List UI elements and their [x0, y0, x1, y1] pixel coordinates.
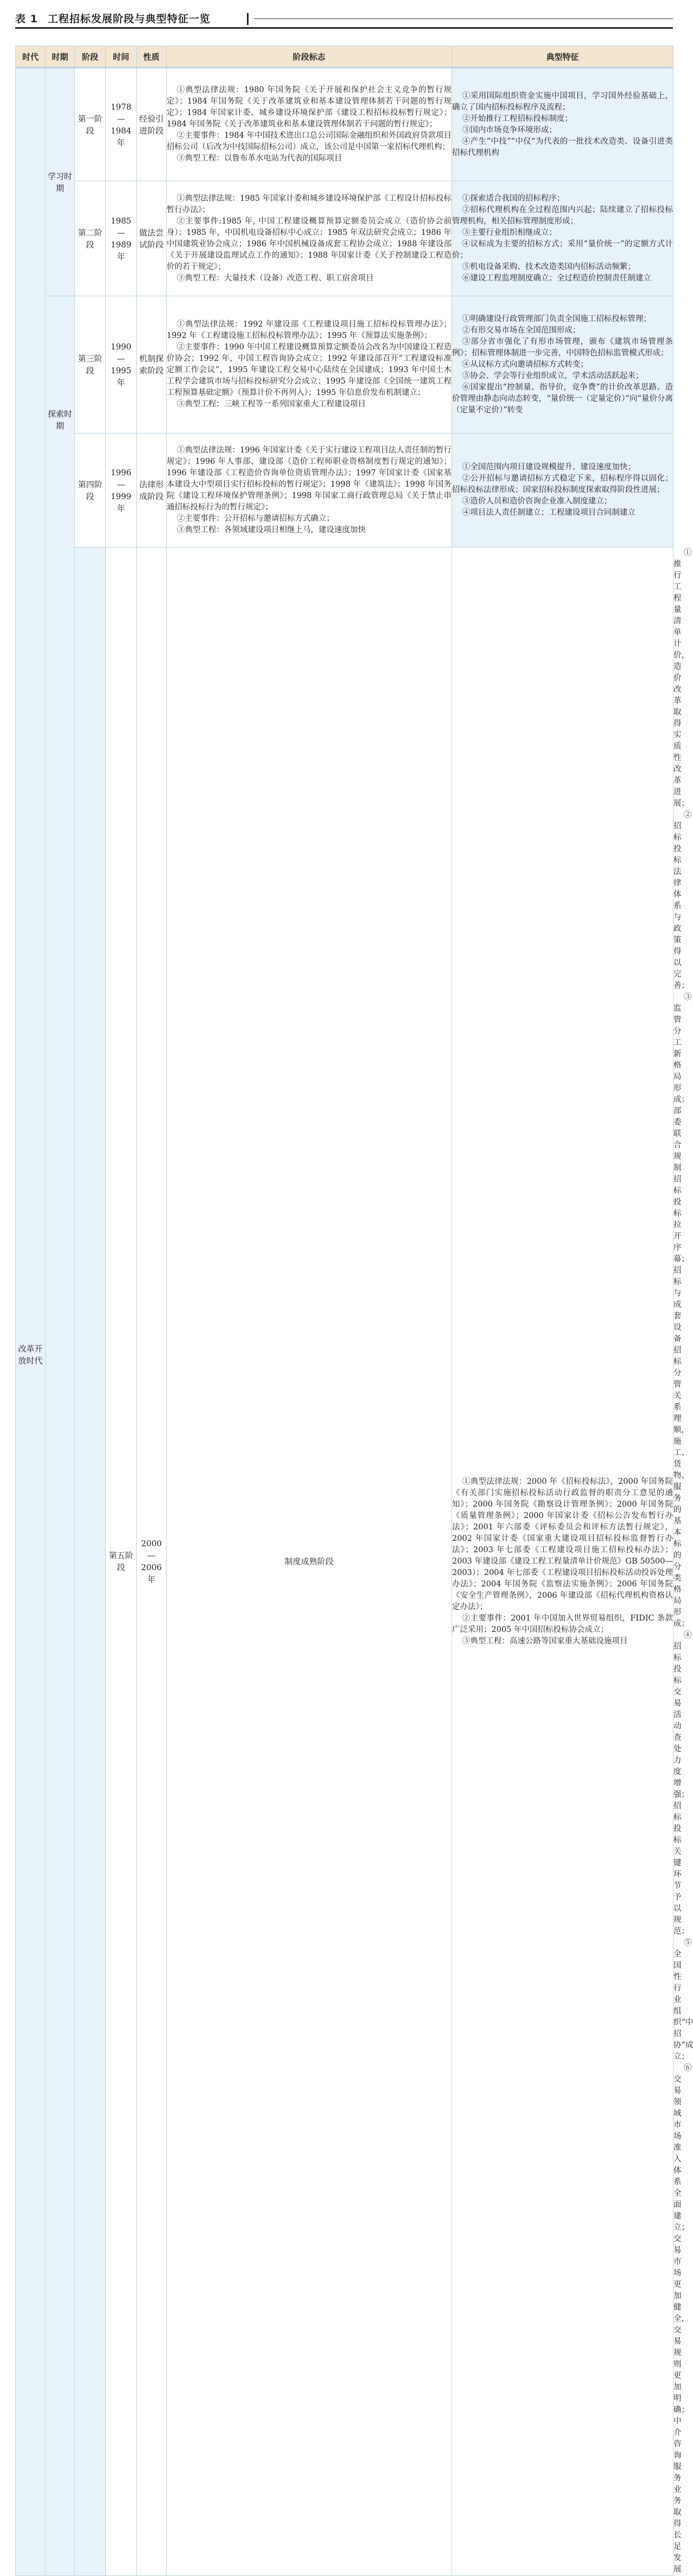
- feature-item: ④议标成为主要的招标方式；采用“量价统一”的定额方式计价；: [452, 239, 673, 260]
- mark-item: ③典型工程：大量技术（设备）改造工程、职工宿舍项目: [176, 273, 374, 283]
- feature-item: ④项目法人责任制建立；工程建设项目合同制建立: [462, 508, 635, 517]
- mark-item: ②主要事件：1984 年中国技术进出口总公司国际金融组织和外国政府贷款项目招标公司（后改为中技国际招标公司）成立，该公司是中国第一家招标代理机构；: [167, 131, 452, 151]
- period-label: 学习时期: [47, 171, 72, 193]
- time-start: 2000: [141, 1539, 162, 1548]
- stage-cell: [75, 181, 106, 296]
- time-start: 1985: [110, 215, 132, 226]
- time-unit: 年: [117, 378, 125, 387]
- feature-item: ①全国范围内项目建设规模提升、建设速度加快；: [462, 463, 635, 471]
- feature-item: ④从议标方式向邀请招标方式转变；: [462, 360, 588, 369]
- marks-cell: [167, 68, 452, 181]
- time-unit: 年: [117, 503, 125, 513]
- stage-label: 第三阶段: [78, 354, 103, 375]
- time-start: 1996: [110, 467, 132, 477]
- header-stage: 阶段: [75, 46, 106, 68]
- time-cell: [137, 547, 167, 2576]
- nature-label: 制度成熟阶段: [284, 1557, 334, 1566]
- era-cell: [16, 68, 46, 2576]
- table-row: [16, 296, 673, 433]
- features-cell: [452, 181, 673, 296]
- header-period: 时期: [46, 46, 75, 68]
- stage-label: 第一阶段: [78, 113, 103, 136]
- table-row: [16, 433, 673, 547]
- header-nature: 性质: [137, 46, 167, 68]
- features-cell: [452, 433, 673, 547]
- stage-label: 第五阶段: [109, 1551, 133, 1572]
- time-dash: —: [117, 354, 125, 364]
- marks-cell: [167, 296, 452, 433]
- marks-cell: [167, 181, 452, 296]
- feature-item: ①明确建设行政管理部门负责全国施工招标投标管理；: [462, 314, 651, 323]
- time-unit: 年: [117, 251, 125, 262]
- time-unit: 年: [147, 1574, 156, 1584]
- table-title: [15, 11, 211, 25]
- period-cell-learning: [46, 68, 75, 296]
- feature-item: ③造价人员和造价咨询企业准入制度建立；: [462, 497, 612, 506]
- mark-item: ①典型法律法规：1992 年建设部《工程建设项目施工招标投标管理办法》；1992 年《工程建设施工招标投标管理办法》；1995 年《预算法实施条例》；: [167, 320, 452, 340]
- table-caption: 工程招标发展阶段与典型特征一览: [47, 13, 211, 25]
- feature-item: ③主要行业组织相继成立；: [462, 228, 557, 237]
- table-title-bar: [15, 8, 673, 29]
- time-dash: —: [117, 227, 125, 238]
- era-label: 改革开放时代: [18, 1343, 43, 1366]
- header-marks: 阶段标志: [167, 46, 452, 68]
- time-start: 1990: [110, 342, 132, 352]
- mark-item: ③典型工程：三峡工程等一系列国家重大工程建设项目: [176, 400, 366, 409]
- feature-item: ②开始推行工程招标投标制度；: [462, 114, 573, 123]
- stage-cell: [106, 547, 137, 2576]
- mark-item: ②主要事件：2001 年中国加入世界贸易组织，FIDIC 条款广泛采用；2005 年中国招标投标协会成立；: [452, 1614, 673, 1634]
- feature-item: ⑤协会、学会等行业组织成立，学术活动活跃起来；: [462, 371, 644, 380]
- mark-item: ②主要事件：1990 年中国工程建设概算预算定额委员会改名为中国建设工程造价协会；1992 年，中国工程咨询协会成立；1992 年建设部召开“工程建设标准定额工作会议”，1995 年建设工程交易中心陆续在全国建成；1993 年中国土木工程学会建筑市场与招标投标研究分会成立；1995 年建设部《全国统一建筑工程工程预算基础定额》（预算计价不再列入）；1995 年信息价发布机制建立；: [167, 343, 452, 397]
- period-cell-exploration: [46, 296, 75, 2576]
- title-tick-mark: [247, 13, 249, 25]
- time-end: 1984: [110, 125, 132, 136]
- nature-cell: [137, 296, 167, 433]
- time-cell: [106, 296, 137, 433]
- mark-item: ①典型法律法规：1980 年国务院《关于开展和保护社会主义竞争的暂行规定》；1984 年国务院《关于改革建筑业和基本建设管理体制若干问题的暂行规定》；1984 年国家计委、城乡建设环境保护部《建设工程招标投标暂行规定》；1984 年国务院《关于改革建筑业和基本建设管理体制若干问题的暂行规定》；: [167, 86, 452, 129]
- header-era: 时代: [16, 46, 46, 68]
- feature-item: ③国内市场竞争环境形成；: [462, 125, 557, 135]
- feature-item: ①采用国际组织资金实施中国项目，学习国外经验基础上，确立了国内招标投标程序及流程；: [452, 91, 673, 112]
- nature-cell: [137, 433, 167, 547]
- time-cell: [106, 68, 137, 181]
- nature-label: 法律形成阶段: [139, 479, 164, 501]
- feature-item: ④产生“中技”“中仪”为代表的一批技术改造类、设备引进类招标代理机构: [452, 137, 673, 157]
- nature-label: 经验引进阶段: [139, 113, 164, 136]
- feature-item: ⑤机电设备采购、技术改造类国内招标活动频繁；: [462, 262, 635, 271]
- marks-cell: [167, 433, 452, 547]
- nature-cell: [137, 68, 167, 181]
- feature-item: ⑥建设工程监理制度确立；全过程造价控制责任制建立: [462, 273, 651, 283]
- mark-item: ③典型工程：高速公路等国家重大基础设施项目: [462, 1636, 628, 1646]
- table-row: 第五阶段 2000 — 2006 年 制度成熟阶段 ①典型法律法规：2000 年《招标投标法》，2000 年国务院《有关部门实施招标投标活动行政监督的职责分工意见的通知》；2000 年国务院《勘察设计管理条例》；2000 年国务院《质量管理条例》；2000 年国家计委《招标公告发布暂行办法》；2001 年六部委《评标委员会和评标方法暂行规定》，2002 年国家计委《国家重大建设项目招标投标监督暂行办法》；2003 年七部委《工程建设项目施工招标投标办法》；2003 年建设部《建设工程工程量清单计价规范》GB 50500—2003）；2004 年七部委《工程建设项目招标投标活动投诉处理办法》；2004 年国务院《监察法实施条例》；2006 年国务院《安全生产管理条例》，2006 年建设部《招标代理机构资格认定办法》； ②主要事件：2001 年中国加入世界贸易组织，FIDIC 条款广泛采用；2005 年中国招标投标协会成立； ③典型工程：高速公路等国家重大基础设施项目 ①推行工程量清单计价，造价改革取得实质性改革进展； ②招标投标法律体系与政策得以完善； ③监管分工新格局形成；部委联合规制招标投标拉开序幕；招标与成套设备招标分管关系理顺，施工、货物、服务的基本标的分类格局形成； ④招标投标交易活动查处力度增强；招标投标关键环节予以规范； ⑤全国性行业组织“中招协”成立； ⑥交易领域市场准入体系全面建立；交易市场更加健全，交易规则更加明确；中介咨询服务业务取得长足发展: [16, 547, 673, 2576]
- feature-item: ②公开招标与邀请招标方式稳定下来，招标程序得以固化；招标投标法律形成；国家招标投标制度探索取得阶段性进展；: [452, 474, 673, 494]
- time-cell: [106, 433, 137, 547]
- table-number: 表 1: [15, 13, 38, 25]
- time-cell: [106, 181, 137, 296]
- stage-label: 第二阶段: [78, 227, 103, 250]
- mark-item: ①典型法律法规：1985 年国家计委和城乡建设环境保护部《工程设计招标投标暂行办法》；: [167, 194, 452, 214]
- time-end: 1995: [110, 366, 132, 375]
- table-row: [16, 181, 673, 296]
- feature-item: ⑥国家提出“控制量、指导价，竞争费”的计价改革思路。造价管理由静态向动态转变，“量价统一（定量定价）”向“量价分离（定量不定价）”转变: [452, 382, 673, 415]
- features-cell: [452, 296, 673, 433]
- table-row: [16, 68, 673, 181]
- mark-item: ②主要事件:1985 年, 中国工程建设概算预算定额委员会成立（造价协会前身）；1985 年，中国机电设备招标中心成立；1985 年双法研究会成立；1986 年中国建筑业协会成立；1986 年中国机械设备成套工程协会成立；1988 年建设部《关于开展建设监理试点工作的通知》；1988 年国家计委《关于控制建设工程造价的若干规定》；: [167, 216, 452, 271]
- title-thick-rule: [15, 27, 673, 29]
- mark-item: ③典型工程：以鲁布革水电站为代表的国际项目: [176, 154, 342, 163]
- header-features: 典型特征: [452, 46, 673, 68]
- title-thin-rule: [254, 18, 673, 19]
- feature-item: ③部分省市强化了有形市场管理，颁布《建筑市场管理条例》；招标管理体制进一步完善，中国特色招标监管模式形成；: [452, 337, 673, 358]
- header-time: 时间: [106, 46, 137, 68]
- time-unit: 年: [117, 137, 125, 148]
- feature-item: ①探索适合我国的招标程序；: [462, 194, 565, 203]
- feature-item: ②有形交易市场在全国范围形成；: [462, 326, 581, 335]
- nature-cell: [137, 181, 167, 296]
- header-row: [16, 46, 673, 68]
- features-cell: [452, 68, 673, 181]
- stages-table: [15, 46, 693, 2576]
- mark-item: ②主要事件：公开招标与邀请招标方式确立；: [176, 514, 334, 523]
- nature-cell: [167, 547, 452, 2576]
- marks-cell: [452, 547, 673, 2576]
- nature-label: 机制探索阶段: [139, 354, 164, 375]
- period-label: 探索时期: [47, 409, 72, 431]
- time-dash: —: [147, 1551, 156, 1560]
- stage-label: 第四阶段: [78, 479, 103, 501]
- time-start: 1978: [110, 101, 132, 112]
- mark-item: ①典型法律法规：1996 年国家计委《关于实行建设工程项目法人责任制的暂行规定》；1996 年人事部、建设部《造价工程师职业资格制度暂行规定的通知》；1996 年建设部《工程造价咨询单位资质管理办法》；1997 年国家计委《国家基本建设大中型项目实行招标投标的暂行规定》；1998 年《建筑法》；1998 年国务院《建设工程环境保护管理条例》；1998 年国家工商行政管理总局《关于禁止串通招标投标行为的暂行规定》；: [167, 445, 452, 512]
- stage-cell: [75, 296, 106, 433]
- time-end: 1999: [110, 491, 132, 501]
- time-end: 2006: [141, 1563, 162, 1572]
- mark-item: ①典型法律法规：2000 年《招标投标法》，2000 年国务院《有关部门实施招标投标活动行政监督的职责分工意见的通知》；2000 年国务院《勘察设计管理条例》；2000 年国务院《质量管理条例》；2000 年国家计委《招标公告发布暂行办法》；2001 年六部委《评标委员会和评标方法暂行规定》，2002 年国家计委《国家重大建设项目招标投标监督暂行办法》；2003 年七部委《工程建设项目施工招标投标办法》；2003 年建设部《建设工程工程量清单计价规范》GB 50500—2003）；2004 年七部委《工程建设项目招标投标活动投诉处理办法》；2004 年国务院《监察法实施条例》；2006 年国务院《安全生产管理条例》，2006 年建设部《招标代理机构资格认定办法》；: [452, 1477, 673, 1611]
- time-dash: —: [117, 479, 125, 489]
- stage-cell: [75, 68, 106, 181]
- time-end: 1989: [110, 239, 132, 250]
- time-dash: —: [117, 113, 125, 124]
- feature-item: ②招标代理机构在全过程范围内兴起；陆续建立了招标投标管理机构，相关招标管理制度形成；: [452, 205, 673, 226]
- mark-item: ③典型工程：各领域建设项目相继上马，建设速度加快: [176, 525, 366, 534]
- period-cell-empty: [75, 547, 106, 2576]
- nature-label: 做法尝试阶段: [139, 227, 164, 250]
- stage-cell: [75, 433, 106, 547]
